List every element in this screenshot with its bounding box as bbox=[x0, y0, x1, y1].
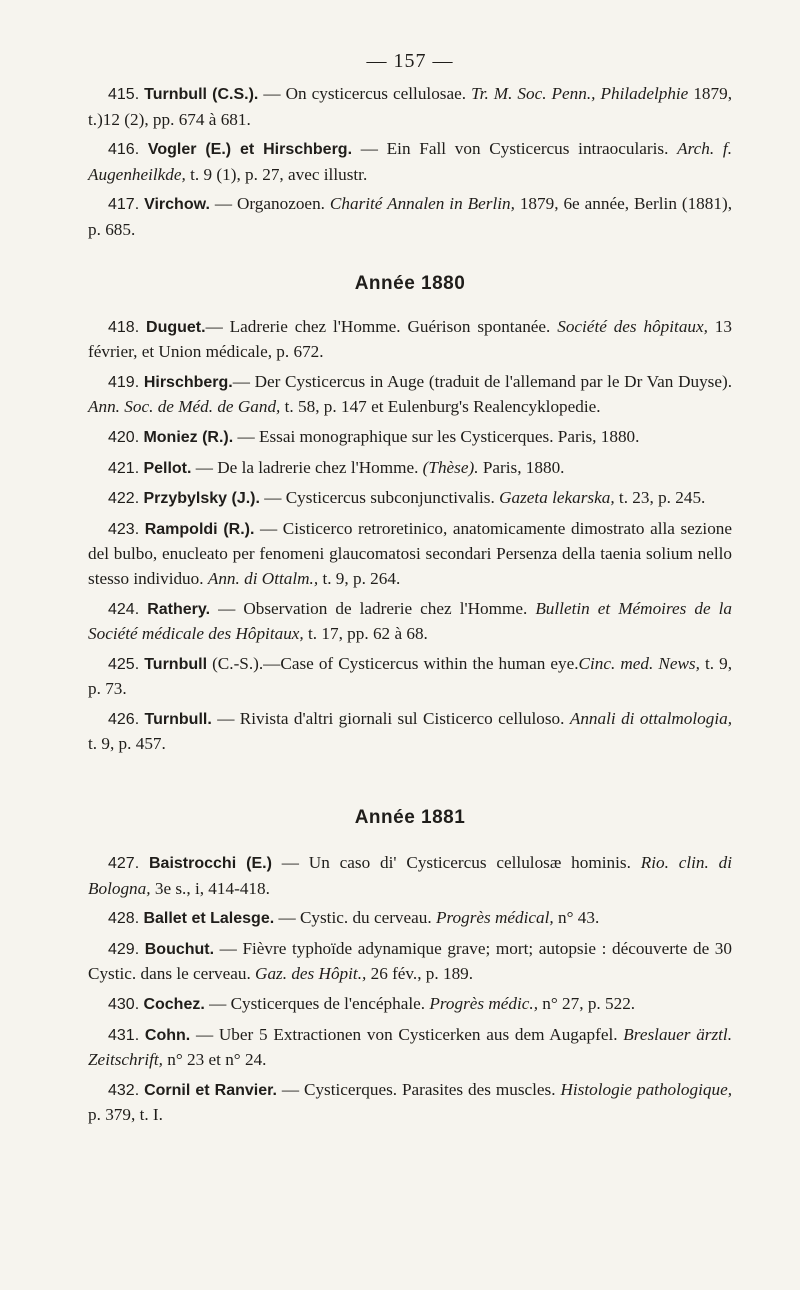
bibliography-entry bbox=[88, 315, 732, 365]
entry-source: Gaz. des Hôpit., bbox=[255, 964, 367, 984]
entry-title: — Organozoen. bbox=[209, 194, 330, 214]
entry-number: 428. bbox=[108, 910, 140, 928]
bibliography-entry bbox=[88, 906, 732, 932]
entry-author: Virchow. bbox=[144, 196, 210, 214]
entry-author: Cornil et Ranvier. bbox=[144, 1081, 277, 1099]
entry-number: 423. bbox=[108, 520, 140, 538]
entry-author: Baistrocchi (E.) bbox=[149, 855, 272, 873]
entry-number: 431. bbox=[108, 1026, 140, 1044]
bibliography-list bbox=[88, 82, 732, 1128]
entry-author: Hirschberg. bbox=[143, 373, 233, 391]
entry-source: Annali di ottalmologia, bbox=[569, 708, 732, 728]
bibliography-entry bbox=[88, 992, 732, 1018]
entry-title: — Cysticerques. Parasites des muscles. bbox=[276, 1079, 561, 1099]
entry-author: Ballet et Lalesge. bbox=[143, 910, 275, 928]
entry-source: Cinc. med. News, bbox=[578, 653, 700, 673]
entry-title: — Un caso di' Cysticercus cellulosæ hominis. bbox=[271, 853, 641, 873]
entry-details: 1879, t.)12 (2), pp. 674 à 681. bbox=[88, 84, 733, 129]
entry-source: Gazeta lekarska, bbox=[499, 488, 615, 508]
entry-title: (C.-S.).—Case of Cysticercus within the human eye. bbox=[207, 653, 579, 673]
entry-title: — Cysticercus subconjunctivalis. bbox=[259, 488, 500, 508]
entry-title: — Rivista d'altri giornali sul Cisticerco celluloso. bbox=[211, 708, 570, 728]
entry-details: t. 58, p. 147 et Eulenburg's Realencyklopedie. bbox=[280, 397, 601, 417]
entry-source: (Thèse). bbox=[422, 457, 479, 477]
entry-title: — Observation de ladrerie chez l'Homme. bbox=[210, 598, 536, 618]
entry-number: 432. bbox=[108, 1081, 140, 1099]
year-heading: Année 1880 bbox=[354, 272, 466, 294]
entry-source: Ann. di Ottalm., bbox=[207, 568, 319, 588]
entry-details: 3e s., i, 414-418. bbox=[150, 878, 270, 898]
entry-number: 421. bbox=[108, 459, 140, 477]
bibliography-entry bbox=[88, 851, 732, 901]
entry-details: 13 février, et Union médicale, p. 672. bbox=[88, 316, 732, 362]
entry-details: n° 23 et n° 24. bbox=[162, 1050, 267, 1070]
bibliography-entry bbox=[88, 192, 732, 242]
entry-details: t. 9 (1), p. 27, avec illustr. bbox=[185, 164, 368, 184]
entry-author: Vogler (E.) et Hirschberg. bbox=[147, 141, 353, 159]
entry-source: Charité Annalen in Berlin, bbox=[329, 194, 515, 214]
entry-details: p. 379, t. I. bbox=[88, 1105, 163, 1125]
entry-title: — Essai monographique sur les Cysticerques. Paris, 1880. bbox=[233, 426, 640, 446]
entry-author: Rampoldi (R.). bbox=[144, 520, 255, 538]
entry-source: Société des hôpitaux, bbox=[557, 316, 708, 336]
entry-title: — Cysticerques de l'encéphale. bbox=[204, 994, 430, 1014]
bibliography-entry bbox=[88, 597, 732, 647]
entry-number: 416. bbox=[108, 141, 140, 159]
entry-details: 26 fév., p. 189. bbox=[366, 964, 474, 984]
entry-source: Bulletin et Mémoires de la Société médicale des Hôpitaux, bbox=[88, 598, 733, 644]
entry-title: — On cysticercus cellulosae. bbox=[258, 84, 472, 103]
entry-author: Przybylsky (J.). bbox=[143, 490, 260, 508]
entry-author: Moniez (R.). bbox=[143, 428, 234, 446]
entry-number: 427. bbox=[108, 855, 140, 873]
entry-title: — De la ladrerie chez l'Homme. bbox=[191, 457, 423, 477]
entry-details: n° 27, p. 522. bbox=[538, 994, 636, 1014]
entry-source: Tr. M. Soc. Penn., Philadelphie bbox=[471, 84, 689, 103]
entry-number: 424. bbox=[108, 600, 140, 618]
entry-number: 420. bbox=[108, 428, 140, 446]
entry-author: Turnbull (C.S.). bbox=[144, 86, 259, 103]
entry-number: 415. bbox=[108, 86, 140, 103]
entry-details: Paris, 1880. bbox=[478, 457, 565, 477]
entry-source: Progrès médic., bbox=[429, 994, 538, 1014]
entry-source: Arch. f. Augenheilkde, bbox=[88, 139, 732, 184]
entry-title: — Ladrerie chez l'Homme. Guérison spontanée. bbox=[205, 316, 558, 336]
entry-source: Histologie pathologique, bbox=[560, 1079, 732, 1099]
entry-details: t. 9, p. 457. bbox=[88, 734, 166, 754]
entry-title: — Der Cysticercus in Auge (traduit de l'allemand par le Dr Van Duyse). bbox=[232, 371, 733, 391]
bibliography-entry bbox=[88, 370, 732, 420]
entry-source: Progrès médical, bbox=[435, 908, 554, 928]
entry-author: Turnbull bbox=[144, 655, 208, 673]
entry-details: t. 23, p. 245. bbox=[614, 488, 706, 508]
entry-details: 1879, 6e année, Berlin (1881), p. 685. bbox=[88, 194, 732, 239]
entry-number: 422. bbox=[108, 490, 140, 508]
bibliography-entry bbox=[88, 82, 732, 132]
entry-number: 426. bbox=[108, 710, 140, 728]
entry-title: — Uber 5 Extractionen von Cysticerken aus dem Augapfel. bbox=[190, 1024, 624, 1044]
entry-source: Breslauer ärztl. Zeitschrift, bbox=[88, 1024, 733, 1070]
entry-title: — Cisticerco retroretinico, anatomicamente dimostrato alla sezione del bulbo, enucleato per fenomeni glaucomatosi secondari Persenza della taenia solium nello stesso individuo. bbox=[88, 518, 733, 588]
entry-details: n° 43. bbox=[553, 908, 600, 928]
entry-title: — Ein Fall von Cysticercus intraocularis. bbox=[352, 139, 678, 159]
bibliography-entry bbox=[88, 1078, 732, 1128]
entry-author: Turnbull. bbox=[144, 710, 212, 728]
page-number: — 157 — bbox=[366, 50, 454, 72]
entry-author: Rathery. bbox=[147, 600, 211, 618]
bibliography-entry bbox=[88, 425, 732, 451]
bibliography-entry bbox=[88, 652, 732, 702]
entry-details: t. 9, p. 73. bbox=[88, 653, 733, 699]
entry-number: 429. bbox=[108, 940, 140, 958]
entry-number: 417. bbox=[108, 196, 140, 214]
year-heading: Année 1881 bbox=[354, 807, 466, 829]
entry-details: t. 9, p. 264. bbox=[318, 568, 401, 588]
entry-source: Rio. clin. di Bologna, bbox=[88, 853, 733, 898]
entry-author: Pellot. bbox=[143, 459, 192, 477]
bibliography-entry bbox=[88, 517, 732, 592]
bibliography-entry bbox=[88, 486, 732, 512]
entry-number: 419. bbox=[108, 373, 140, 391]
entry-number: 418. bbox=[108, 318, 140, 336]
entry-title: — Cystic. du cerveau. bbox=[274, 908, 436, 928]
bibliography-entry bbox=[88, 707, 732, 757]
bibliography-entry bbox=[88, 456, 732, 482]
entry-author: Bouchut. bbox=[144, 940, 215, 958]
bibliography-entry bbox=[88, 937, 732, 987]
entry-details: t. 17, pp. 62 à 68. bbox=[303, 624, 428, 644]
entry-title: — Fièvre typhoïde adynamique grave; mort; autopsie : découverte de 30 Cystic. dans le cerveau. bbox=[88, 938, 732, 984]
entry-author: Cochez. bbox=[143, 996, 205, 1014]
entry-author: Cohn. bbox=[144, 1026, 191, 1044]
entry-source: Ann. Soc. de Méd. de Gand, bbox=[88, 397, 281, 417]
entry-number: 425. bbox=[108, 655, 140, 673]
bibliography-entry bbox=[88, 137, 732, 187]
entry-author: Duguet. bbox=[146, 318, 206, 336]
entry-number: 430. bbox=[108, 996, 140, 1014]
bibliography-entry bbox=[88, 1023, 732, 1073]
